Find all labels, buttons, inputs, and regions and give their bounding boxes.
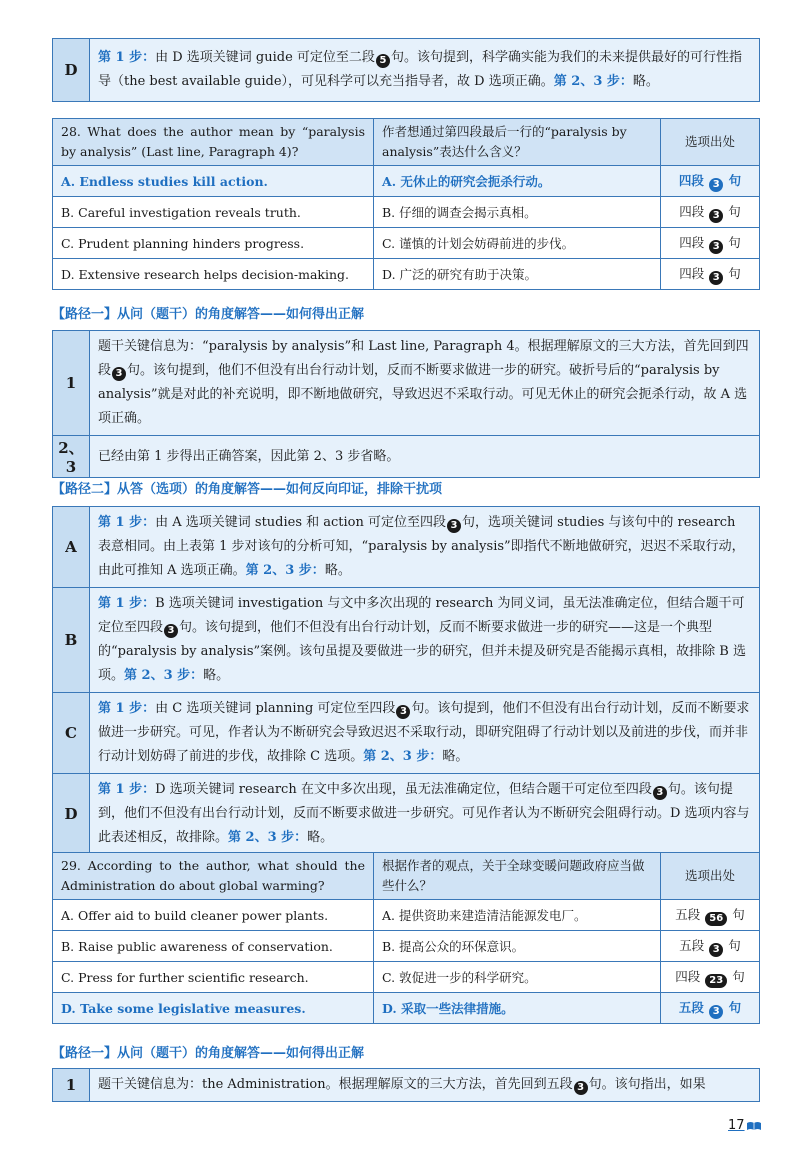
- row-label: 1: [53, 1069, 90, 1102]
- path1-title: 【路径一】从问（题干）的角度解答——如何得出正解: [52, 307, 365, 322]
- source-header: 选项出处: [661, 853, 760, 900]
- book-icon: [747, 1121, 761, 1130]
- table-row: D. Extensive research helps decision-making. D. 广泛的研究有助于决策。 四段 3 句: [53, 259, 760, 290]
- explanation-row: [53, 39, 760, 102]
- path1-title-q29: 【路径一】从问（题干）的角度解答——如何得出正解: [52, 1046, 365, 1061]
- path2-title: 【路径二】从答（选项）的角度解答——如何反向印证，排除干扰项: [52, 482, 443, 497]
- row-label: 2、3: [53, 436, 90, 478]
- explanation-row: [53, 507, 760, 588]
- table-header-row: [53, 853, 760, 900]
- table-row: B. Careful investigation reveals truth. B. 仔细的调查会揭示真相。 四段 3 句: [53, 197, 760, 228]
- explanation-text: 第 1 步：由 A 选项关键词 studies 和 action 可定位至四段 3 句，选项关键词 studies 与该句中的 research 表意相同。由上表第 1 步对该句的分析可知，“paralysis by analysis”即指代不断地做研究，迟迟不采取行动，由此可推知 A 选项正确。第 2、3 步：略。: [90, 507, 760, 588]
- explanation-text: 题干关键信息为：“paralysis by analysis”和 Last line, Paragraph 4。根据理解原文的三大方法，首先回到四段 3 句。该句提到，他们不但没有出台行动计划，反而不断要求做进一步的研究。破折号后的“paralysis by analysis”就是对此的补充说明，即不断地做研究，导致迟迟不采取行动。可见无休止的研究会扼杀行动，故 A 选项正确。: [90, 331, 760, 436]
- table-row: A. Offer aid to build cleaner power plants. A. 提供资助来建造清洁能源发电厂。 五段 56 句: [53, 900, 760, 931]
- question-en: 29. According to the author, what should the Administration do about global warming?: [53, 853, 374, 900]
- table-row: B. Raise public awareness of conservation. B. 提高公众的环保意识。 五段 3 句: [53, 931, 760, 962]
- row-label: D: [53, 39, 90, 102]
- explanation-row: [53, 1069, 760, 1102]
- row-label: B: [53, 588, 90, 693]
- explanation-row: [53, 693, 760, 774]
- explanation-row: [53, 331, 760, 436]
- explanation-text: 第 1 步：D 选项关键词 research 在文中多次出现，虽无法准确定位，但结合题干可定位至四段 3 句。该句提到，他们不但没有出台行动计划，反而不断要求做进一步研究。可见作者认为不断研究会阻碍行动。D 选项内容与此表述相反，故排除。第 2、3 步：略。: [90, 774, 760, 855]
- explanation-text: 题干关键信息为：the Administration。根据理解原文的三大方法，首先回到五段 3 句。该句指出，如果: [90, 1069, 760, 1102]
- explanation-text: 第 1 步：B 选项关键词 investigation 与文中多次出现的 research 为同义词，虽无法准确定位，但结合题干可定位至四段 3 句。该句提到，他们不但没有出台行动计划，反而不断要求做进一步的研究——这是一个典型的“paralysis by analysis”案例。该句虽提及要做进一步的研究，但并未提及研究是否能揭示真相，故排除 B 选项。第 2、3 步：略。: [90, 588, 760, 693]
- q28-table: [52, 118, 760, 290]
- row-label: 1: [53, 331, 90, 436]
- row-label: A: [53, 507, 90, 588]
- row-label: C: [53, 693, 90, 774]
- source-header: 选项出处: [661, 119, 760, 166]
- explanation-row: [53, 588, 760, 693]
- question-en: 28. What does the author mean by “paralysis by analysis” (Last line, Paragraph 4)?: [53, 119, 374, 166]
- table-row: C. Press for further scientific research. C. 敦促进一步的科学研究。 四段 23 句: [53, 962, 760, 993]
- table-header-row: [53, 119, 760, 166]
- explanation-text: 第 1 步：由 D 选项关键词 guide 可定位至二段 5 句。该句提到，科学确实能为我们的未来提供最好的可行性指导（the best available guide），可见科学可以充当指导者，故 D 选项正确。第 2、3 步：略。: [90, 39, 760, 102]
- q28-path1-table: [52, 330, 760, 478]
- table-row: D. Take some legislative measures. D. 采取一些法律措施。 五段 3 句: [53, 993, 760, 1024]
- table-row: C. Prudent planning hinders progress. C. 谨慎的计划会妨碍前进的步伐。 四段 3 句: [53, 228, 760, 259]
- row-label: D: [53, 774, 90, 855]
- question-cn: 根据作者的观点，关于全球变暖问题政府应当做些什么？: [374, 853, 661, 900]
- explanation-text: 已经由第 1 步得出正确答案，因此第 2、3 步省略。: [90, 436, 760, 478]
- page-number: 17: [728, 1118, 745, 1133]
- table-row: A. Endless studies kill action. A. 无休止的研究会扼杀行动。 四段 3 句: [53, 166, 760, 197]
- explanation-row: [53, 774, 760, 855]
- q28-path2-table: [52, 506, 760, 855]
- q29-path1-table: [52, 1068, 760, 1102]
- circled-number: 5: [376, 54, 390, 68]
- q29-table: [52, 852, 760, 1024]
- question-cn: 作者想通过第四段最后一行的“paralysis by analysis”表达什么含义？: [374, 119, 661, 166]
- q27-option-d-block: [52, 38, 760, 102]
- explanation-text: 第 1 步：由 C 选项关键词 planning 可定位至四段 3 句。该句提到，他们不但没有出台行动计划，反而不断要求做进一步研究。可见，作者认为不断研究会导致迟迟不采取行动，即研究阻碍了行动计划以及前进的步伐，而并非行动计划妨碍了前进的步伐，故排除 C 选项。第 2、3 步：略。: [90, 693, 760, 774]
- explanation-row: [53, 436, 760, 478]
